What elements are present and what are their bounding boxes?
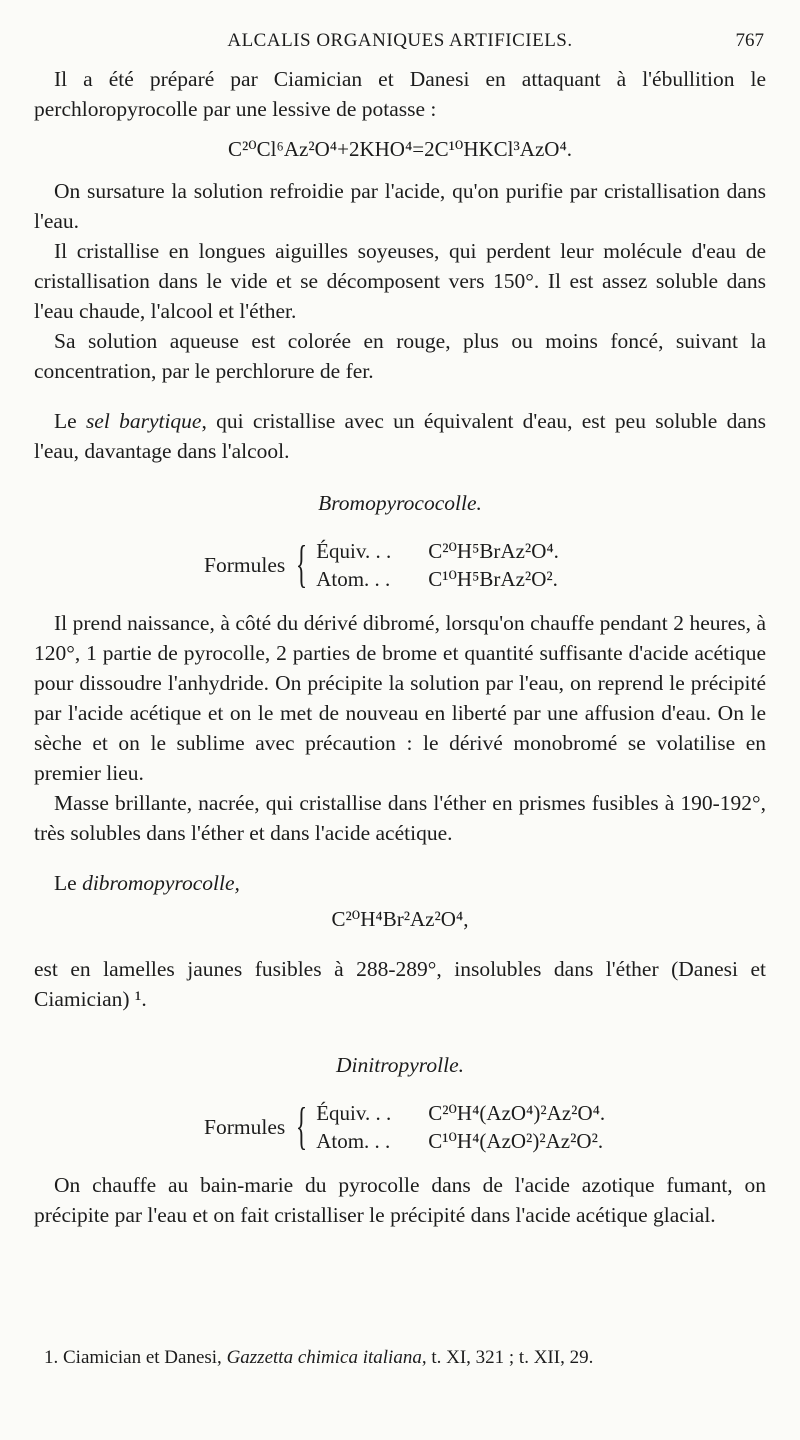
paragraph: Sa solution aqueuse est colorée en rouge, plus ou moins foncé, suivant la concentration, par le perchlorure de fer.: [34, 329, 766, 383]
formula-key: Atom. . .: [316, 1129, 391, 1153]
formula-key: Équiv. . .: [316, 539, 392, 563]
formula-key: Atom. . .: [316, 567, 391, 591]
text: Le: [54, 871, 83, 895]
footnote: [44, 1346, 764, 1370]
text: Le: [54, 409, 86, 433]
section-title: Bromopyrococolle.: [318, 491, 482, 515]
page-body: [34, 64, 766, 1230]
running-head: ALCALIS ORGANIQUES ARTIFICIELS.: [227, 30, 573, 51]
paragraph: Il prend naissance, à côté du dérivé dibromé, lorsqu'on chauffe pendant 2 heures, à 120°, 1 partie de pyrocolle, 2 parties de brome et quantité suffisante d'acide acétique pour dissoudre l'anhydride. On précipite la solution par l'eau, on reprend le précipité par l'acide acétique et on le met de nouveau en liberté par une affusion d'eau. On le sèche et on le sublime avec précaution : le dérivé monobromé se volatilise en premier lieu.: [34, 611, 766, 785]
formula-block: [204, 1094, 766, 1160]
formula-row: [316, 565, 559, 593]
section-title: Dinitropyrolle.: [336, 1053, 464, 1077]
formula-block: [204, 532, 766, 598]
paragraph: On sursature la solution refroidie par l'acide, qu'on purifie par cristallisation dans l'eau.: [34, 179, 766, 233]
formulas-label: Formules: [204, 1114, 286, 1139]
paragraph: On chauffe au bain-marie du pyrocolle dans de l'acide azotique fumant, on précipite par l'eau et on fait cristalliser le précipité dans l'acide acétique glacial.: [34, 1173, 766, 1227]
spacer: [34, 386, 766, 406]
formula-value: C²⁰H⁴(AzO⁴)²Az²O⁴.: [428, 1101, 606, 1125]
equation: C²⁰Cl⁶Az²O⁴+2KHO⁴=2C¹⁰HKCl³AzO⁴.: [227, 137, 573, 161]
text: 1. Ciamician et Danesi,: [44, 1347, 227, 1368]
formula-row: [316, 1099, 605, 1127]
text: , qui cristallise avec un équivalent d'eau, est peu soluble dans l'eau, davantage dans l'alcool.: [34, 409, 766, 463]
formula-rows: [316, 1099, 605, 1155]
paragraph: est en lamelles jaunes fusibles à 288-289°, insolubles dans l'éther (Danesi et Ciamician) ¹.: [34, 957, 766, 1011]
paragraph: [34, 406, 766, 466]
page-number: 767: [735, 30, 764, 51]
paragraph: Il a été préparé par Ciamician et Danesi en attaquant à l'ébullition le perchloropyrocolle par une lessive de potasse :: [34, 67, 766, 121]
text: , t. XI, 321 ; t. XII, 29.: [421, 1347, 594, 1368]
spacer: [34, 598, 766, 608]
spacer: [34, 1160, 766, 1170]
page-header: [0, 30, 800, 56]
formula-row: [316, 537, 559, 565]
formula-row: [316, 1127, 605, 1155]
formulas-label: Formules: [204, 552, 286, 577]
brace-glyph: {: [296, 1098, 308, 1155]
emphasis: sel barytique: [85, 409, 202, 433]
emphasis: Gazzetta chimica italiana: [226, 1347, 422, 1368]
formula-value: C¹⁰H⁴(AzO²)²Az²O².: [428, 1129, 604, 1153]
paragraph: Il cristallise en longues aiguilles soyeuses, qui perdent leur molécule d'eau de cristallisation dans le vide et se décomposent vers 150°. Il est assez soluble dans l'eau chaude, l'alcool et l'éther.: [34, 239, 766, 323]
emphasis: dibromopyrocolle,: [82, 871, 240, 895]
paragraph: Masse brillante, nacrée, qui cristallise dans l'éther en prismes fusibles à 190-192°, très solubles dans l'éther et dans l'acide acétique.: [34, 791, 766, 845]
formula-rows: [316, 537, 559, 593]
formula-key: Équiv. . .: [316, 1101, 392, 1125]
formula-value: C¹⁰H⁵BrAz²O².: [428, 567, 558, 591]
paragraph: [34, 868, 766, 898]
spacer: [34, 848, 766, 868]
formula-inline: C²⁰H⁴Br²Az²O⁴,: [331, 907, 469, 931]
brace-glyph: {: [296, 536, 308, 593]
formula-value: C²⁰H⁵BrAz²O⁴.: [428, 539, 559, 563]
